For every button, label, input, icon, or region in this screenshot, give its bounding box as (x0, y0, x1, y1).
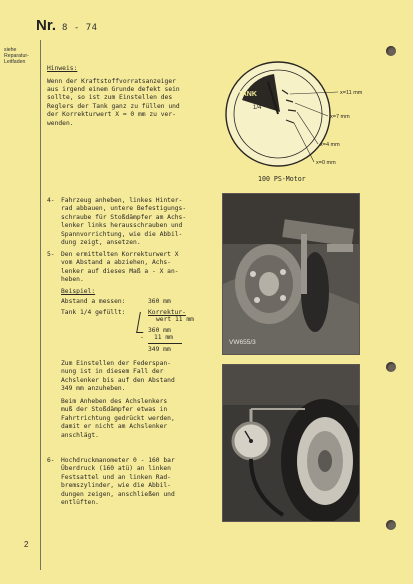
callout-label: x=4 mm (320, 142, 340, 148)
photo-pressure-gauge (222, 364, 360, 522)
step-number: 4- (47, 197, 55, 204)
para2-line: anschlägt. (61, 432, 99, 439)
step6-line: Hochdruckmanometer 0 - 160 bar (61, 457, 175, 464)
step5-line: vom Abstand a abziehen, Achs- (61, 259, 171, 266)
para2-line: muß der Stoßdämpfer etwas in (61, 406, 168, 413)
hinweis-line: Reglers der Tank ganz zu füllen und (47, 103, 180, 110)
punch-hole-middle (386, 362, 396, 372)
calc-result: 349 mm (148, 346, 171, 353)
photo-figure-number: VW655/3 (229, 339, 256, 346)
step4-line: Fahrzeug anheben, linkes Hinter- (61, 197, 183, 204)
step-number: 6- (47, 457, 55, 464)
fraction-label: 1/4 (253, 105, 262, 111)
calc-arrow (136, 312, 147, 333)
punch-hole-top (386, 46, 396, 56)
page-header (36, 17, 98, 34)
tank-fill-label: Tank 1/4 gefüllt: (61, 309, 126, 316)
step5-line: lenker auf dieses Maß a - X an- (61, 268, 179, 275)
hinweis-line: der Korrekturwert X = 0 mm zu ver- (47, 111, 176, 118)
para2-line: Fahrtrichtung gedrückt werden, (61, 415, 175, 422)
step6-line: dungen zeigen, anschließen und (61, 491, 175, 498)
para2-line: damit er nicht am Achslenker (61, 423, 168, 430)
margin-note: siehe Reparatur-Leitfaden (4, 47, 29, 65)
para2-line: Beim Anheben des Achslenkers (61, 398, 168, 405)
hinweis-line: Wenn der Kraftstoffvorratsanzeiger (47, 78, 176, 85)
hinweis-line: aus irgend einem Grunde defekt sein (47, 86, 180, 93)
para1-line: Achslenker bis auf den Abstand (61, 377, 175, 384)
nr-label: Nr. (36, 17, 57, 34)
callout-label: x=0 mm (316, 160, 336, 166)
para1-line: 349 mm anzuheben. (61, 385, 126, 392)
fuel-gauge-diagram (220, 56, 380, 176)
para1-line: Zum Einstellen der Federspan- (61, 360, 171, 367)
abstand-value: 360 mm (148, 298, 171, 305)
callout-label: x=11 mm (340, 90, 363, 96)
step4-line: lenker links herausschrauben und (61, 222, 183, 229)
punch-hole-bottom (386, 520, 396, 530)
calc-rule (148, 343, 182, 344)
step6-line: Überdruck (160 atü) an linken (61, 465, 171, 472)
step4-line: dung zeigt, ansetzen. (61, 239, 141, 246)
korrektur-line: Korrektur- (148, 309, 186, 316)
calc-minuend: 360 mm (148, 327, 171, 334)
minus-sign: - (140, 334, 144, 341)
korrektur-line: wert 11 mm (156, 316, 194, 323)
step5-line: heben. (61, 276, 84, 283)
step6-line: bremszylinder, wie die Abbil- (61, 482, 171, 489)
para1-line: nung ist in diesem Fall der (61, 368, 164, 375)
margin-rule (40, 40, 41, 570)
page-number: 2 (24, 540, 29, 549)
diagram-caption: 100 PS-Motor (258, 175, 306, 183)
hinweis-heading: Hinweis: (47, 65, 78, 72)
photo-axle-tensioner (222, 193, 360, 355)
calc-subtrahend: 11 mm (154, 334, 173, 341)
step6-line: Festsattel und an linken Rad- (61, 474, 171, 481)
step4-line: Spannvorrichtung, wie die Abbil- (61, 231, 183, 238)
beispiel-heading: Beispiel: (61, 288, 96, 295)
step-number: 5- (47, 251, 55, 258)
step5-line: Den ermittelten Korrekturwert X (61, 251, 179, 258)
hinweis-line: wenden. (47, 120, 74, 127)
hinweis-line: sollte, so ist zum Einstellen des (47, 94, 173, 101)
step6-line: entlüften. (61, 499, 99, 506)
callout-label: x=7 mm (330, 114, 350, 120)
tank-label: TANK (238, 91, 257, 98)
step4-line: rad abbauen, untere Befestigungs- (61, 205, 187, 212)
document-number: 8 - 74 (62, 23, 98, 33)
abstand-label: Abstand a messen: (61, 298, 126, 305)
step4-line: schraube für Stoßdämpfer am Achs- (61, 214, 187, 221)
